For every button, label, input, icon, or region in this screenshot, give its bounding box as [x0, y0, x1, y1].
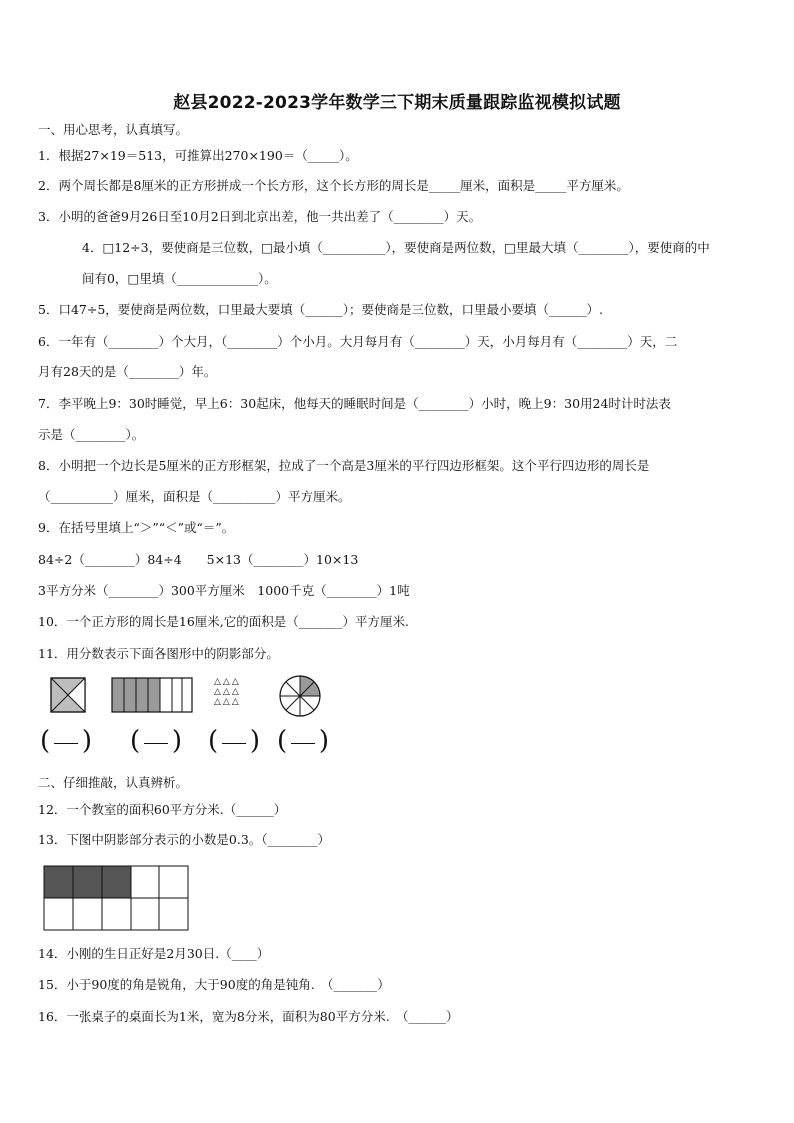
question-9: 9．在括号里填上“＞”“＜”或“＝”。 — [38, 520, 235, 535]
question-12: 12．一个教室的面积60平方分米.（______） — [38, 802, 287, 817]
fraction-answer-4[interactable] — [277, 728, 329, 760]
figure-triangles-row-2: △△△ — [214, 687, 241, 697]
figure-triangles-row-3: △△△ — [214, 697, 241, 707]
figure-triangles-row-1: △△△ — [214, 677, 241, 687]
right-paren: ) — [249, 726, 260, 756]
right-paren: ) — [81, 726, 92, 756]
question-16: 16．一张桌子的桌面长为1米，宽为8分米，面积为80平方分米. （______） — [38, 1009, 459, 1024]
question-6-line-2: 月有28天的是（________）年。 — [38, 364, 217, 379]
question-3: 3．小明的爸爸9月26日至10月2日到北京出差，他一共出差了（________）天。 — [38, 209, 482, 224]
figure-circle-sectors — [278, 674, 322, 718]
question-11: 11．用分数表示下面各图形中的阴影部分。 — [38, 646, 279, 661]
question-2: 2．两个周长都是8厘米的正方形拼成一个长方形，这个长方形的周长是_____厘米，面积是_____平方厘米。 — [38, 178, 629, 193]
question-10: 10．一个正方形的周长是16厘米,它的面积是（_______）平方厘米. — [38, 614, 410, 629]
fraction-answer-2[interactable] — [130, 728, 182, 760]
question-6-line-1: 6．一年有（________）个大月，（________）个小月。大月每月有（________）天，小月每月有（________）天，二 — [38, 334, 678, 349]
question-8-line-1: 8．小明把一个边长是5厘米的正方形框架，拉成了一个高是3厘米的平行四边形框架。这个平行四边形的周长是 — [38, 458, 650, 473]
fraction-bar — [291, 743, 315, 744]
fraction-bar — [54, 743, 78, 744]
figure-grid-ten-cells — [43, 865, 189, 931]
question-14: 14．小刚的生日正好是2月30日.（____） — [38, 946, 270, 961]
page-title: 赵县2022-2023学年数学三下期末质量跟踪监视模拟试题 — [173, 93, 621, 113]
question-7-line-1: 7．李平晚上9：30时睡觉，早上6：30起床，他每天的睡眠时间是（________）小时，晚上9：30用24时计时法表 — [38, 396, 671, 411]
figure-square-diagonals — [50, 677, 86, 713]
fraction-bar — [144, 743, 168, 744]
question-4-line-1: 4．□12÷3，要使商是三位数，□最小填（__________），要使商是两位数，□里最大填（________），要使商的中 — [82, 240, 710, 255]
right-paren: ) — [171, 726, 182, 756]
question-9-row-2: 3平方分米（________）300平方厘米 1000千克（________）1吨 — [38, 583, 410, 598]
figure-rectangle-strips — [111, 677, 193, 713]
section-2-heading: 二、仔细推敲，认真辨析。 — [38, 775, 189, 790]
question-15: 15．小于90度的角是锐角，大于90度的角是钝角. （_______） — [38, 977, 390, 992]
question-4-line-2: 间有0，□里填（_____________）。 — [82, 271, 277, 286]
left-paren: ( — [277, 726, 288, 756]
right-paren: ) — [318, 726, 329, 756]
question-7-line-2: 示是（________）。 — [38, 427, 145, 442]
question-13: 13．下图中阴影部分表示的小数是0.3。（________） — [38, 832, 331, 847]
section-1-heading: 一、用心思考，认真填写。 — [38, 122, 189, 137]
question-9-row-1: 84÷2（________）84÷4 5×13（________）10×13 — [38, 552, 359, 567]
left-paren: ( — [208, 726, 219, 756]
fraction-bar — [222, 743, 246, 744]
left-paren: ( — [40, 726, 51, 756]
question-8-line-2: （__________）厘米，面积是（__________）平方厘米。 — [38, 489, 351, 504]
left-paren: ( — [130, 726, 141, 756]
question-1: 1．根据27×19＝513，可推算出270×190＝（_____）。 — [38, 148, 358, 163]
fraction-answer-3[interactable] — [208, 728, 260, 760]
question-5: 5．口47÷5，要使商是两位数，口里最大要填（______）；要使商是三位数，口里最小要填（______）. — [38, 302, 604, 317]
fraction-answer-1[interactable] — [40, 728, 92, 760]
